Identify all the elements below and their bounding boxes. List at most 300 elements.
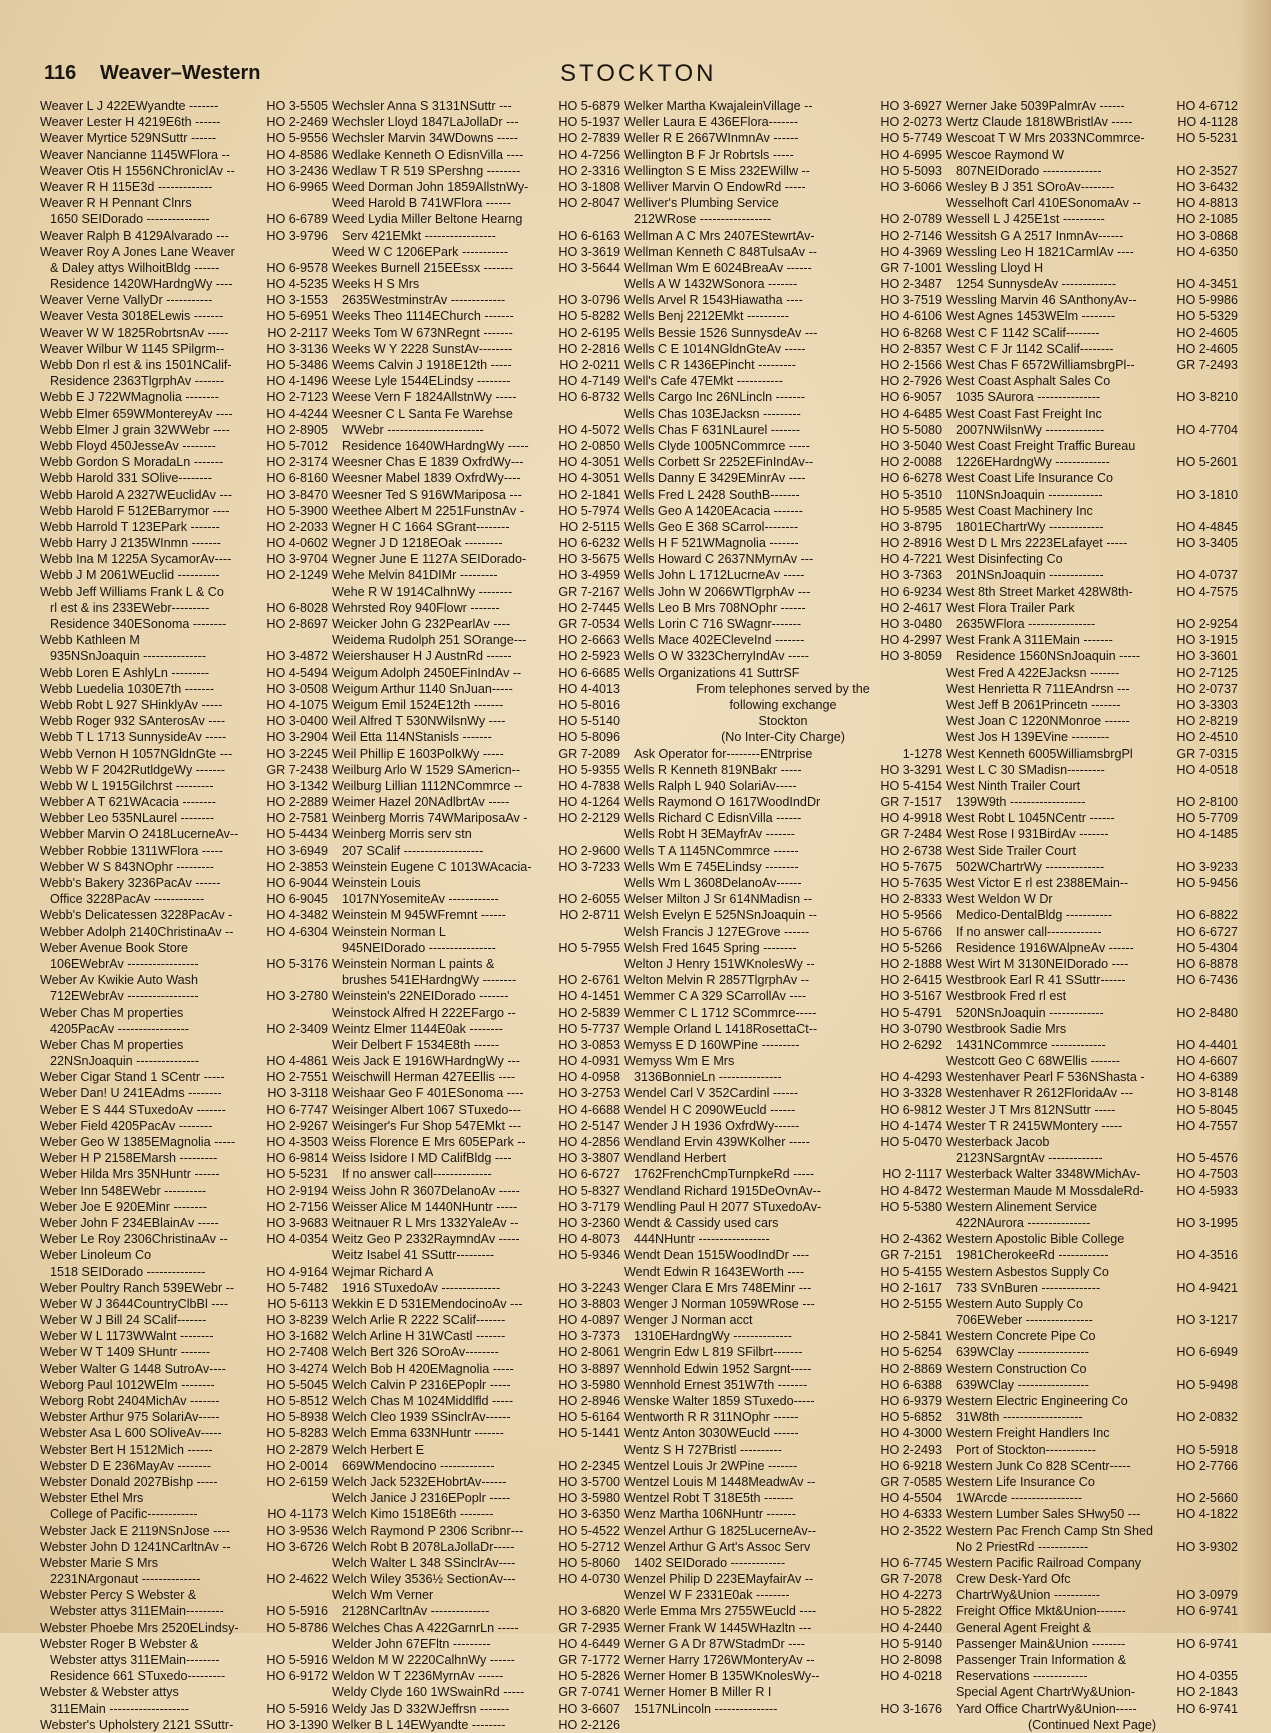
listing-text: Passenger Train Information & (956, 1653, 1127, 1667)
listing-entry (946, 1393, 1238, 1409)
listing-entry (624, 357, 942, 373)
phone-number: HO 3-2360 (558, 1215, 620, 1230)
listing-text: Western Lumber Sales SHwy50 --- (946, 1507, 1141, 1522)
listing-entry (332, 1344, 620, 1360)
listing-entry (946, 98, 1238, 114)
listing-entry (624, 940, 942, 956)
phone-number: HO 3-8803 (558, 1296, 620, 1311)
listing-text: Wells C E 1014NGldnGteAv ----- (624, 341, 806, 356)
phone-number: HO 4-4845 (1176, 519, 1238, 534)
phone-number: HO 4-6712 (1176, 99, 1238, 113)
listing-entry (332, 616, 620, 632)
listing-entry (946, 535, 1238, 551)
phone-number: HO 5-1937 (558, 115, 620, 130)
listing-entry (40, 1053, 328, 1069)
listing-entry (332, 1458, 620, 1474)
listing-text: Weber Av Kwikie Auto Wash (40, 973, 198, 988)
listing-text: Wentz S H 727Bristl ---------- (624, 1442, 782, 1457)
listing-text: Port of Stockton------------ (956, 1442, 1096, 1457)
listing-entry (332, 1393, 620, 1409)
listing-text: Well's Cafe 47EMkt ----------- (624, 374, 783, 389)
listing-entry (624, 454, 942, 470)
listing-entry (624, 1620, 942, 1636)
listing-entry (946, 114, 1238, 130)
phone-number: HO 4-1128 (1177, 115, 1238, 130)
listing-entry (946, 1458, 1238, 1474)
listing-entry (946, 276, 1238, 292)
listing-text: Wentworth R R 311NOphr ------ (624, 1410, 799, 1425)
listing-entry (40, 1425, 328, 1441)
listing-entry (946, 794, 1238, 810)
listing-entry (946, 875, 1238, 891)
phone-number: HO 2-0211 (559, 358, 620, 372)
listing-text: Welch Emma 633NHuntr ------- (332, 1426, 504, 1441)
listing-entry (624, 98, 942, 114)
listing-text: Welser Milton J Sr 614NMadisn -- (624, 892, 813, 907)
listing-text: Residence 1640WHardngWy ----- (342, 438, 529, 453)
phone-number: HO 3-0853 (558, 1037, 620, 1052)
listing-entry (40, 1603, 328, 1619)
listing-text: Webb Vernon H 1057NGldnGte --- (40, 746, 233, 761)
listing-text: Webb W F 2042RutldgeWy ------- (40, 762, 226, 777)
phone-number: HO 5-5916 (266, 1701, 328, 1716)
listing-entry (946, 1231, 1238, 1247)
phone-number: HO 4-3516 (1176, 1248, 1238, 1263)
phone-number: HO 3-7363 (880, 568, 942, 583)
listing-text: Werle Emma Mrs 2755WEucld ---- (624, 1604, 817, 1619)
phone-number: HO 2-2879 (266, 1442, 328, 1457)
listing-entry (332, 470, 620, 486)
listing-text: Wejmar Richard A (332, 1264, 434, 1279)
listing-entry (40, 1037, 328, 1053)
listing-text: Wender J H 1936 OxfrdWy------ (624, 1118, 800, 1133)
listing-text: Welker Martha KwajaleinVillage -- (624, 99, 813, 113)
phone-number: HO 2-9194 (266, 1183, 328, 1198)
listing-entry (332, 1361, 620, 1377)
phone-number: HO 2-8946 (558, 1394, 620, 1408)
listing-entry (624, 406, 942, 422)
phone-number: HO 3-3303 (1176, 697, 1238, 712)
phone-number: HO 5-5045 (266, 1377, 328, 1392)
listing-entry (40, 1134, 328, 1150)
listing-text: Wenzel Arthur G Art's Assoc Serv (624, 1539, 811, 1554)
listing-text: Wegner J D 1218EOak --------- (332, 536, 503, 551)
listing-entry (40, 292, 328, 308)
listing-entry (332, 859, 620, 875)
listing-text: Wenger J Norman 1059WRose --- (624, 1296, 815, 1311)
listing-text: 3136BonnieLn --------------- (634, 1070, 782, 1085)
phone-number: HO 5-2826 (558, 1669, 620, 1684)
listing-entry (332, 1571, 620, 1587)
phone-number: HO 4-7704 (1176, 422, 1238, 437)
listing-text: 2635WestminstrAv ------------- (342, 293, 506, 308)
listing-text: 2231NArgonaut -------------- (50, 1572, 201, 1587)
listing-entry (624, 130, 942, 146)
listing-entry (332, 1636, 620, 1652)
listing-entry (40, 778, 328, 794)
listing-text: Webb's Bakery 3236PacAv ------ (40, 876, 221, 890)
listing-entry (946, 648, 1238, 664)
listing-entry (624, 1296, 942, 1312)
phone-number: HO 3-5980 (558, 1377, 620, 1392)
phone-number: HO 2-3522 (880, 1523, 942, 1538)
listing-entry (332, 260, 620, 276)
listing-entry (332, 794, 620, 810)
listing-entry (40, 1571, 328, 1587)
listing-text: Residence 2363TlgrphAv ------- (50, 374, 225, 389)
listing-text: Welch Kimo 1518E6th -------- (332, 1507, 494, 1522)
phone-number: HO 6-6685 (558, 665, 620, 680)
phone-number: HO 2-8711 (559, 908, 620, 923)
listing-text: West Chas F 6572WilliamsbrgPl-- (946, 358, 1135, 372)
listing-entry (624, 648, 942, 664)
phone-number: HO 2-3174 (266, 455, 328, 470)
listing-entry (946, 972, 1238, 988)
phone-number: HO 5-4154 (880, 778, 942, 793)
listing-text: Westenhaver Pearl F 536NShasta - (946, 1070, 1145, 1085)
listing-text: Webster D E 236MayAv -------- (40, 1458, 211, 1473)
phone-number: HO 4-4013 (558, 681, 620, 696)
listing-text: Weldon M W 2220CalhnWy ------ (332, 1653, 516, 1667)
phone-number: HO 4-3482 (266, 908, 328, 923)
listing-entry (946, 1328, 1238, 1344)
phone-number: HO 5-6164 (558, 1410, 620, 1425)
listing-text: 1518 SEIDorado -------------- (50, 1264, 206, 1279)
listing-entry (40, 1490, 328, 1506)
listing-entry (946, 778, 1238, 794)
phone-number: HO 4-7221 (880, 552, 942, 567)
phone-number: GR 7-0585 (880, 1474, 942, 1489)
listing-text: Wells Clyde 1005NCommrce ----- (624, 438, 810, 453)
listing-entry (40, 810, 328, 826)
listing-entry (40, 1587, 328, 1603)
listing-text: Wells Richard C EdisnVilla ------ (624, 811, 802, 826)
listing-entry (332, 1118, 620, 1134)
listing-text: Weaver W W 1825RobrtsnAv ----- (40, 325, 229, 340)
listing-text: Welch Cleo 1939 SSinclrAv------ (332, 1410, 511, 1425)
listing-entry (946, 244, 1238, 260)
phone-number: HO 2-8905 (266, 422, 328, 437)
listing-text: Wendel H C 2090WEucld ------ (624, 1102, 796, 1117)
listing-text: Weber W J 3644CountryClbBl ---- (40, 1296, 229, 1311)
listing-entry (40, 357, 328, 373)
listing-text: West Jeff B 2061Princetn ------- (946, 697, 1121, 712)
listing-text: West Coast Machinery Inc (946, 503, 1093, 518)
listing-entry (946, 1134, 1238, 1150)
phone-number: HO 5-8512 (266, 1394, 328, 1408)
listing-text: Wells Corbett Sr 2252EFinIndAv-- (624, 455, 814, 470)
listing-entry (332, 1328, 620, 1344)
listing-text: Westenhaver R 2612FloridaAv --- (946, 1086, 1134, 1101)
listing-entry (624, 1523, 942, 1539)
listing-entry (946, 956, 1238, 972)
listing-text: Weesner Chas E 1839 OxfrdWy--- (332, 455, 524, 470)
listing-entry (624, 487, 942, 503)
listing-entry (40, 616, 328, 632)
listing-entry (40, 373, 328, 389)
listing-text: West Coast Freight Traffic Bureau (946, 438, 1136, 453)
listing-text: 1226EHardngWy ------------- (956, 455, 1110, 470)
phone-number: HO 5-8096 (558, 730, 620, 745)
phone-number: HO 5-9456 (1176, 876, 1238, 890)
phone-number: HO 5-7482 (266, 1280, 328, 1295)
listing-text: Welch Arline H 31WCastl ------- (332, 1329, 506, 1344)
listing-entry (332, 924, 620, 940)
listing-text: Weigum Arthur 1140 SnJuan----- (332, 681, 513, 696)
phone-number: HO 3-0508 (266, 681, 328, 696)
listing-entry (624, 211, 942, 227)
listing-text: Ask Operator for--------ENtrprise (634, 746, 813, 761)
listing-text: Weisinger Albert 1067 STuxedo--- (332, 1102, 521, 1117)
listing-entry (624, 179, 942, 195)
listing-entry (332, 1425, 620, 1441)
listing-entry (624, 1312, 942, 1328)
listing-entry (624, 308, 942, 324)
phone-number: HO 5-9355 (558, 762, 620, 777)
listing-entry (332, 1069, 620, 1085)
listing-entry (40, 1539, 328, 1555)
listing-entry (332, 1587, 620, 1603)
listing-text: Weisser Alice M 1440NHuntr ----- (332, 1199, 518, 1214)
phone-number: HO 4-6350 (1176, 244, 1238, 259)
phone-number: HO 4-5494 (266, 665, 328, 680)
listing-entry (40, 1247, 328, 1263)
phone-number: HO 6-8822 (1176, 908, 1238, 923)
listing-entry (40, 1701, 328, 1717)
listing-entry (40, 341, 328, 357)
listing-text: Weeks W Y 2228 SunstAv-------- (332, 341, 513, 356)
listing-text: Webster Roger B Webster & (40, 1636, 199, 1651)
listing-entry (40, 584, 328, 600)
phone-number: HO 4-2856 (558, 1135, 620, 1149)
phone-number: HO 6-9057 (880, 390, 942, 405)
listing-text: Wells Organizations 41 SuttrSF (624, 665, 800, 680)
phone-number: HO 2-4622 (266, 1572, 328, 1587)
listing-entry (946, 438, 1238, 454)
listing-entry (40, 325, 328, 341)
listing-entry (624, 1102, 942, 1118)
listing-text: Wells Geo A 1420EAcacia ------- (624, 503, 803, 518)
listing-entry (40, 1085, 328, 1101)
listing-text: West Coast Life Insurance Co (946, 471, 1114, 486)
listing-entry (40, 1506, 328, 1522)
listing-text: Welsh Francis J 127EGrove ------ (624, 924, 810, 939)
listing-text: Residence 661 STuxedo--------- (50, 1669, 226, 1684)
listing-text: Wells Fred L 2428 SouthB------- (624, 487, 800, 502)
listing-text: Welch Arlie R 2222 SCalif------- (332, 1313, 506, 1328)
listing-entry (332, 1296, 620, 1312)
phone-number: HO 4-9421 (1176, 1280, 1238, 1295)
phone-number: HO 3-1915 (1176, 633, 1238, 648)
listing-text: Weaver Nancianne 1145WFlora -- (40, 147, 230, 162)
listing-text: Webb Elmer J grain 32WWebr ---- (40, 422, 230, 437)
listing-text: Crew Desk-Yard Ofc (956, 1572, 1071, 1587)
listing-entry (40, 1199, 328, 1215)
listing-text: 311EMain ------------------- (50, 1701, 189, 1716)
listing-text: Serv 421EMkt ----------------- (342, 228, 496, 243)
listing-entry (624, 244, 942, 260)
listing-text: West Side Trailer Court (946, 843, 1076, 858)
listing-text: Webb Harrold T 123EPark ------- (40, 519, 220, 534)
phone-number: HO 5-6113 (267, 1296, 328, 1311)
listing-text: Werner G A Dr 87WStadmDr ---- (624, 1636, 806, 1651)
listing-entry (624, 1425, 942, 1441)
phone-number: HO 5-5093 (880, 163, 942, 178)
listing-entry (624, 1652, 942, 1668)
phone-number: HO 5-6254 (880, 1345, 942, 1360)
listing-text: Wesselhoft Carl 410ESonomaAv -- (946, 196, 1141, 211)
listing-text: Western Auto Supply Co (946, 1296, 1083, 1311)
phone-number: HO 3-6949 (266, 843, 328, 858)
listing-entry (40, 1652, 328, 1668)
phone-number: HO 3-5505 (266, 99, 328, 113)
phone-number: HO 5-8060 (558, 1555, 620, 1570)
listing-text: Wessling Lloyd H (946, 260, 1044, 275)
listing-text: Wesley B J 351 SOroAv-------- (946, 179, 1115, 194)
phone-number: HO 2-8357 (880, 341, 942, 356)
listing-text: Weinstein Norman L (332, 924, 446, 939)
listing-text: Weed Harold B 741WFlora ------ (332, 196, 511, 211)
listing-text: Wessling Leo H 1821CarmlAv ---- (946, 244, 1134, 259)
listing-entry (946, 147, 1238, 163)
phone-number: HO 2-7123 (266, 390, 328, 405)
phone-number: HO 2-6738 (880, 843, 942, 858)
listing-text: 4205PacAv ----------------- (50, 1021, 189, 1036)
listing-entry (624, 988, 942, 1004)
page-number: 116 (44, 62, 77, 84)
listing-text: Western Pac French Camp Stn Shed (946, 1523, 1153, 1538)
phone-number: GR 7-2089 (558, 746, 620, 761)
listing-text: Webb J M 2061WEuclid ---------- (40, 568, 220, 583)
listing-text: Residence 1560NSnJoaquin ----- (956, 649, 1141, 664)
phone-number: HO 4-1173 (267, 1507, 328, 1522)
listing-text: Wells Cargo Inc 26NLincln ------- (624, 390, 806, 405)
listing-entry (332, 308, 620, 324)
listing-entry (332, 762, 620, 778)
listing-text: West Wirt M 3130NEIDorado ---- (946, 956, 1129, 971)
phone-number: HO 3-0790 (880, 1021, 942, 1036)
listing-text: West Victor E rl est 2388EMain-- (946, 876, 1129, 890)
listing-entry (946, 1701, 1238, 1717)
phone-number: GR 7-0534 (558, 617, 620, 631)
listing-entry (946, 1409, 1238, 1425)
listing-text: Wenz Martha 106NHuntr ------- (624, 1507, 796, 1522)
listing-text: 139W9th ------------------ (956, 795, 1086, 810)
listing-entry (624, 843, 942, 859)
listing-entry (624, 114, 942, 130)
listing-entry (624, 1037, 942, 1053)
phone-number: HO 3-4959 (558, 568, 620, 583)
listing-text: 422NAurora --------------- (956, 1215, 1091, 1230)
listing-entry (946, 1490, 1238, 1506)
listing-entry (946, 260, 1238, 276)
listing-entry (40, 1280, 328, 1296)
phone-number: HO 3-9796 (266, 228, 328, 243)
listing-entry (332, 1490, 620, 1506)
phone-number: HO 3-1676 (880, 1701, 942, 1716)
listing-text: Webber Robbie 1311WFlora ----- (40, 843, 223, 858)
listing-entry (946, 1296, 1238, 1312)
phone-number: HO 6-8268 (880, 325, 942, 340)
phone-number: HO 4-0737 (1176, 568, 1238, 583)
listing-text: Weimer Hazel 20NAdlbrtAv ----- (332, 795, 510, 810)
listing-text: West Kenneth 6005WilliamsbrgPl (946, 746, 1133, 761)
listing-entry (946, 1636, 1238, 1652)
listing-entry (946, 907, 1238, 923)
listing-entry (332, 147, 620, 163)
listing-entry (332, 1231, 620, 1247)
listing-entry (40, 406, 328, 422)
listing-text: Weesner C L Santa Fe Warehse (332, 406, 513, 421)
phone-number: HO 2-1843 (1176, 1685, 1238, 1700)
listing-text: 733 SVnBuren -------------- (956, 1280, 1101, 1295)
phone-number: HO 3-0979 (1176, 1588, 1238, 1603)
phone-number: HO 5-7974 (558, 503, 620, 518)
listing-text: Webster Percy S Webster & (40, 1588, 197, 1603)
phone-number: HO 2-5115 (559, 519, 620, 534)
listing-text: Wendt Edwin R 1643EWorth ---- (624, 1264, 805, 1279)
listing-text: Wester J T Mrs 812NSuttr ----- (946, 1102, 1116, 1117)
listing-entry (946, 713, 1238, 729)
phone-number: HO 5-8016 (558, 697, 620, 712)
listing-entry (946, 1684, 1238, 1700)
listing-entry (40, 179, 328, 195)
listing-entry (624, 1069, 942, 1085)
listing-entry (946, 163, 1238, 179)
listing-entry (332, 1199, 620, 1215)
listing-text: Weber Linoleum Co (40, 1248, 152, 1263)
phone-number: HO 5-6879 (558, 99, 620, 113)
listing-entry (946, 454, 1238, 470)
listing-text: Weber Joe E 920EMinr -------- (40, 1199, 208, 1214)
phone-number: HO 2-5841 (880, 1329, 942, 1344)
listing-text: Weiss John R 3607DelanoAv ----- (332, 1183, 520, 1198)
listing-text: 2128NCarltnAv -------------- (342, 1604, 490, 1619)
listing-entry (40, 1005, 328, 1021)
phone-number: HO 4-7503 (1176, 1167, 1238, 1182)
phone-number: HO 5-5231 (266, 1167, 328, 1182)
listing-text: Western Construction Co (946, 1361, 1087, 1376)
listing-entry (946, 1199, 1238, 1215)
listing-text: Western Freight Handlers Inc (946, 1426, 1110, 1441)
phone-number: GR 7-2493 (1176, 358, 1238, 372)
phone-number: GR 7-1517 (880, 795, 942, 810)
listing-text: Weeks Tom W 673NRegnt ------- (332, 325, 513, 340)
listing-entry (332, 875, 620, 891)
phone-number: HO 4-7256 (558, 147, 620, 162)
phone-number: HO 4-6304 (266, 924, 328, 939)
listing-text: Wellington B F Jr Robrtsls ----- (624, 147, 794, 162)
listing-entry (332, 988, 620, 1004)
listing-text: Western Life Insurance Co (946, 1474, 1095, 1489)
listing-text: (No Inter-City Charge) (721, 730, 845, 745)
listing-text: West Agnes 1453WElm -------- (946, 309, 1116, 324)
phone-number: HO 4-1822 (1176, 1507, 1238, 1522)
listing-entry (40, 940, 328, 956)
phone-number: HO 3-3405 (1176, 536, 1238, 551)
listing-entry (624, 1587, 942, 1603)
phone-number: HO 4-6389 (1176, 1070, 1238, 1085)
listing-text: 1981CherokeeRd ------------ (956, 1248, 1109, 1263)
listing-entry (332, 713, 620, 729)
listing-entry (40, 762, 328, 778)
listing-text: Weicker John G 232PearlAv ---- (332, 617, 511, 631)
phone-number: HO 2-8100 (1176, 795, 1238, 810)
listing-text: Weisinger's Fur Shop 547EMkt --- (332, 1118, 522, 1133)
listing-text: Wells Leo B Mrs 708NOphr ------ (624, 600, 806, 615)
phone-number: HO 6-9812 (880, 1102, 942, 1117)
listing-entry (332, 535, 620, 551)
